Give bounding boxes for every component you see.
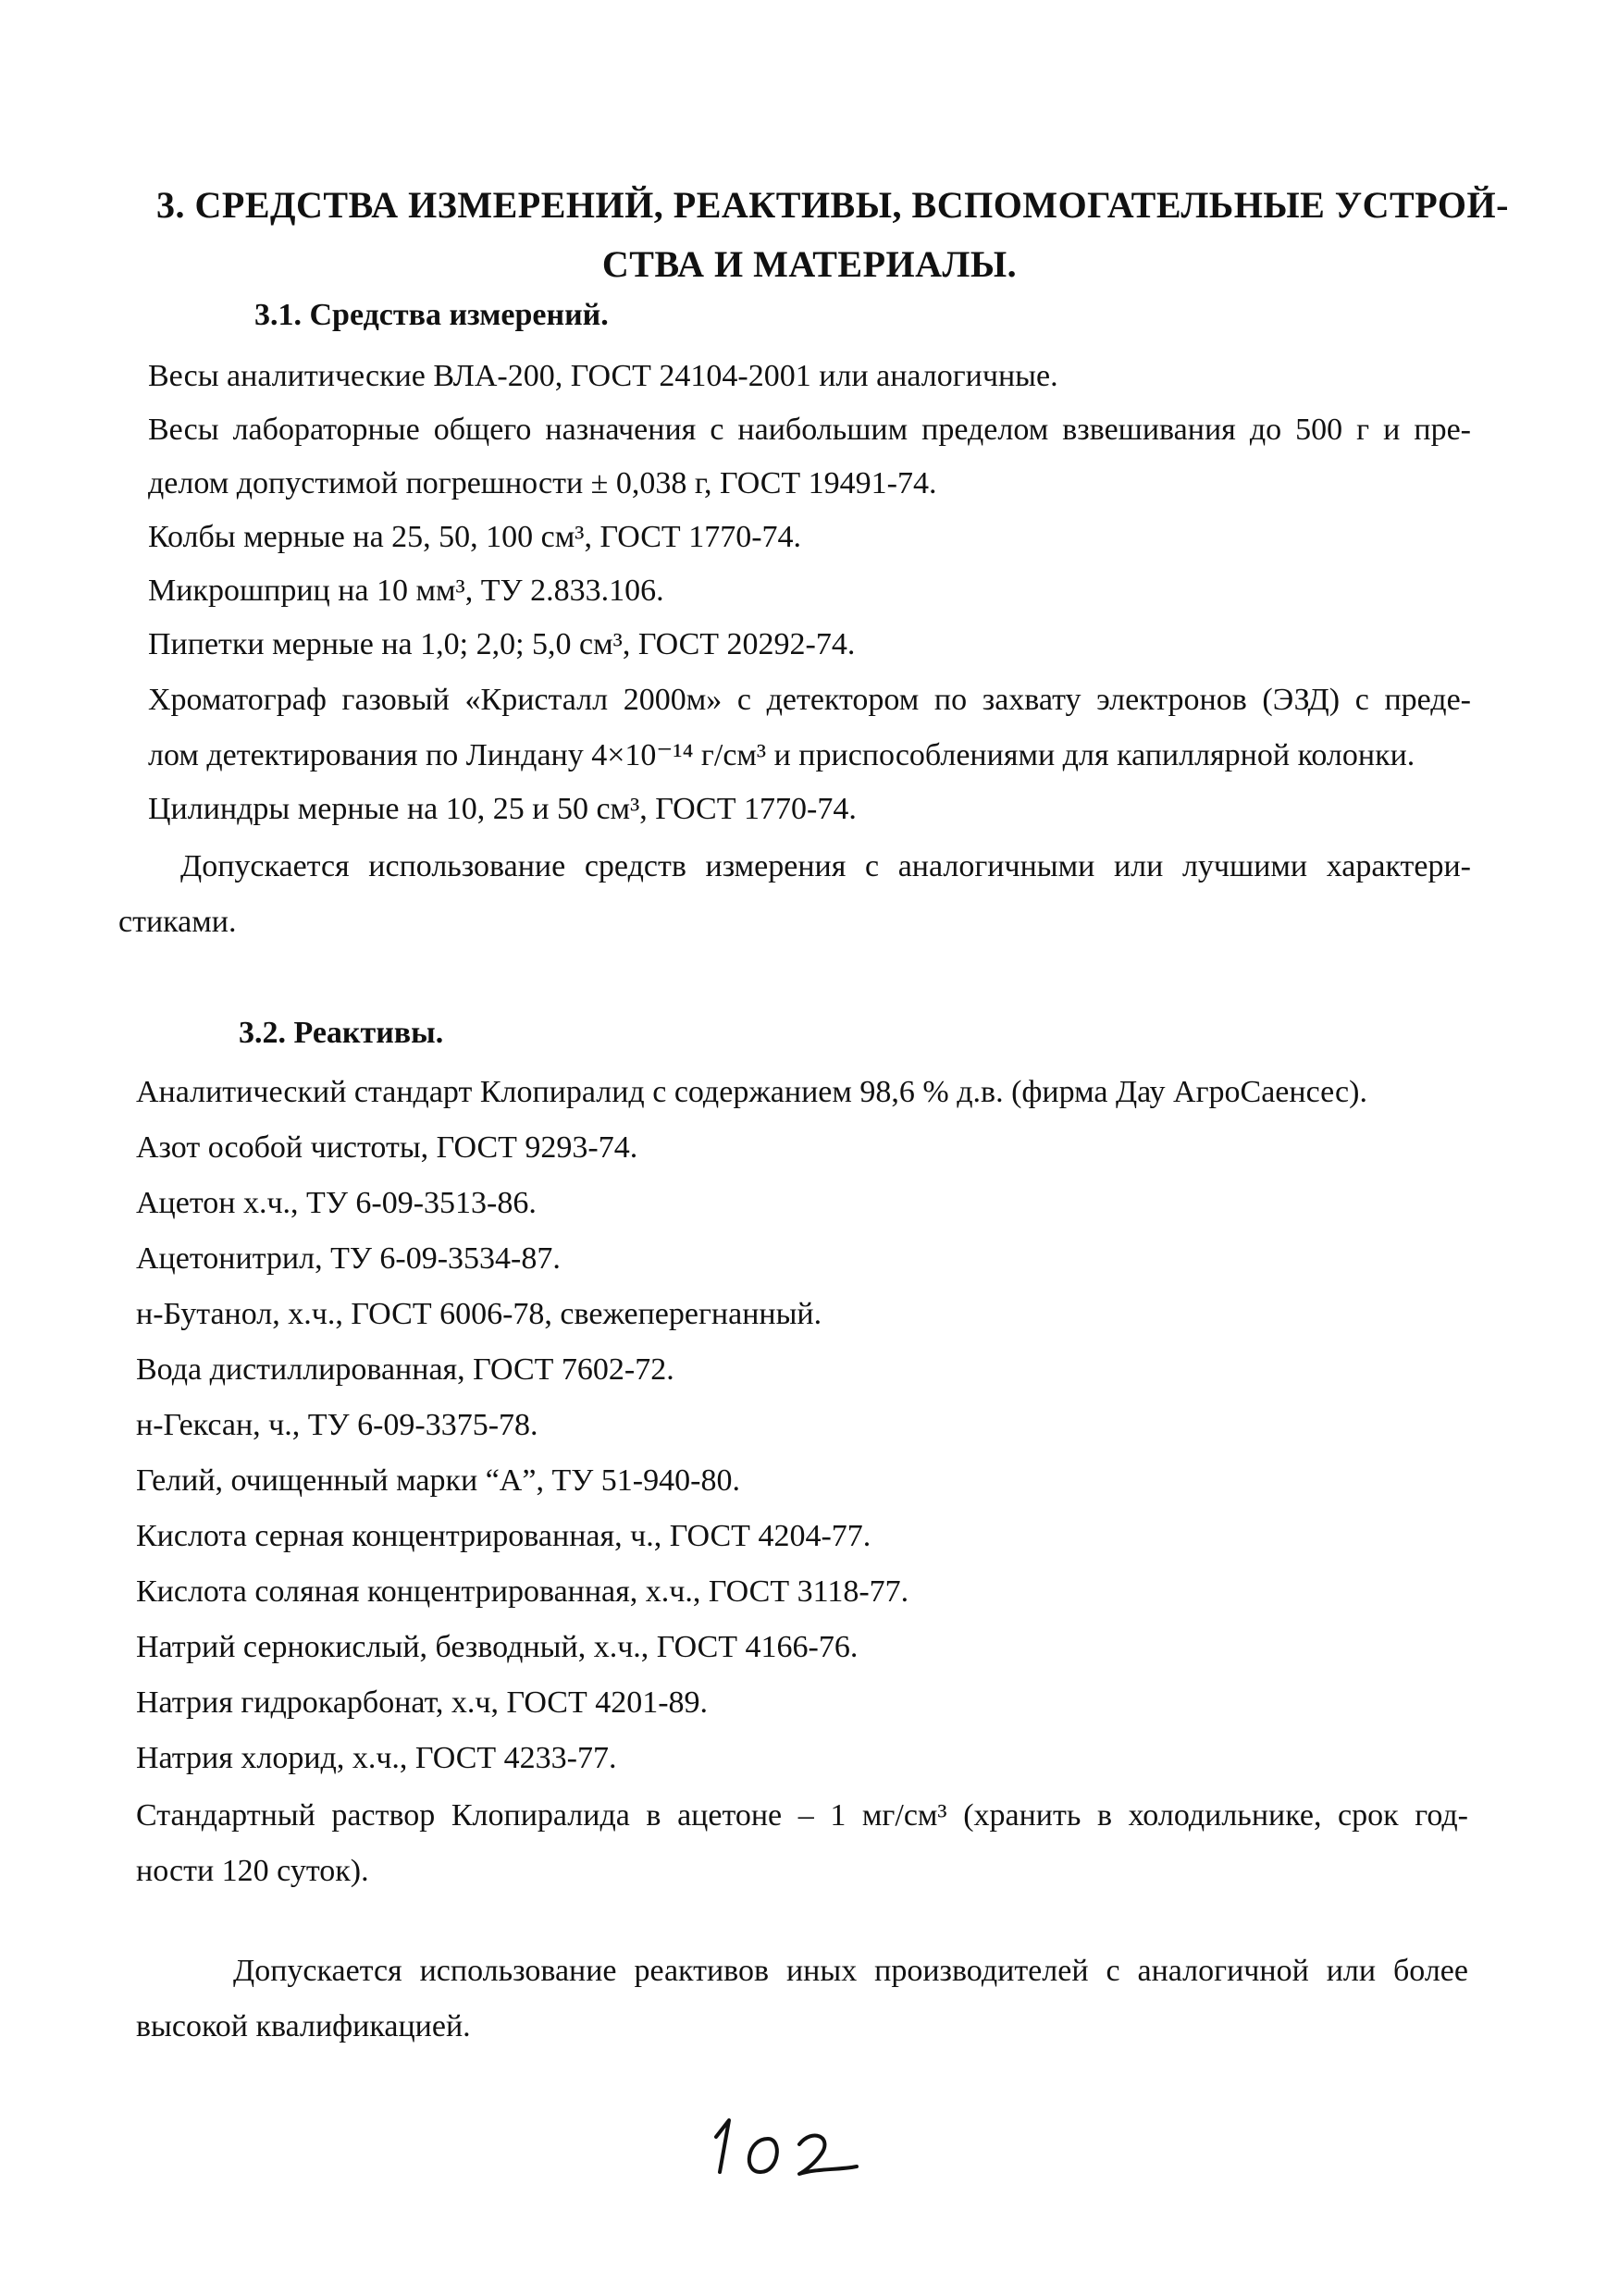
measuring-item: Весы лабораторные общего назначения с наибольшим пределом взвешивания до 500 г и пре- [148,413,1471,447]
measuring-item: делом допустимой погрешности ± 0,038 г, ГОСТ 19491-74. [148,466,937,500]
reagent-item: Кислота соляная концентрированная, х.ч., ГОСТ 3118-77. [136,1574,909,1609]
reagent-item: Гелий, очищенный марки “А”, ТУ 51-940-80. [136,1463,740,1498]
reagent-item: Натрий сернокислый, безводный, х.ч., ГОСТ 4166-76. [136,1630,859,1664]
reagent-item: Ацетон х.ч., ТУ 6-09-3513-86. [136,1186,537,1220]
reagent-item: Ацетонитрил, ТУ 6-09-3534-87. [136,1241,561,1276]
reagent-item: ности 120 суток). [136,1854,369,1888]
measuring-item: Колбы мерные на 25, 50, 100 см³, ГОСТ 1770-74. [148,520,802,554]
reagent-item: Вода дистиллированная, ГОСТ 7602-72. [136,1352,674,1387]
measuring-heading: 3.1. Средства измерений. [254,298,609,332]
reagent-item: н-Бутанол, х.ч., ГОСТ 6006-78, свежеперегнанный. [136,1297,822,1331]
measuring-item: Хроматограф газовый «Кристалл 2000м» с детектором по захвату электронов (ЭЗД) с преде- [148,683,1471,717]
reagents-heading: 3.2. Реактивы. [239,1016,444,1050]
measuring-item: Пипетки мерные на 1,0; 2,0; 5,0 см³, ГОСТ 20292-74. [148,627,856,661]
reagent-item: Кислота серная концентрированная, ч., ГОСТ 4204-77. [136,1519,871,1553]
page-number-handwritten [703,2100,888,2183]
section-title-line-1: 3. СРЕДСТВА ИЗМЕРЕНИЙ, РЕАКТИВЫ, ВСПОМОГАТЕЛЬНЫЕ УСТРОЙ- [156,184,1509,226]
section-title-line-2: СТВА И МАТЕРИАЛЫ. [601,243,1018,285]
measuring-item: Весы аналитические ВЛА-200, ГОСТ 24104-2001 или аналогичные. [148,359,1058,393]
reagent-item: Аналитический стандарт Клопиралид с содержанием 98,6 % д.в. (фирма Дау АгроСаенсес). [136,1075,1367,1109]
reagent-item: н-Гексан, ч., ТУ 6-09-3375-78. [136,1408,538,1442]
reagents-note: Допускается использование реактивов иных производителей с аналогичной или более [233,1954,1468,1988]
measuring-note: стиками. [118,905,237,939]
measuring-item: Микрошприц на 10 мм³, ТУ 2.833.106. [148,574,664,608]
reagent-item: Натрия хлорид, х.ч., ГОСТ 4233-77. [136,1741,617,1775]
reagents-note: высокой квалификацией. [136,2009,471,2043]
reagent-item: Стандартный раствор Клопиралида в ацетоне – 1 мг/см³ (хранить в холодильнике, срок год- [136,1798,1468,1833]
measuring-item: Цилиндры мерные на 10, 25 и 50 см³, ГОСТ 1770-74. [148,792,857,826]
reagent-item: Азот особой чистоты, ГОСТ 9293-74. [136,1130,638,1165]
measuring-note: Допускается использование средств измерения с аналогичными или лучшими характери- [180,849,1471,883]
reagent-item: Натрия гидрокарбонат, х.ч, ГОСТ 4201-89. [136,1685,709,1720]
measuring-item: лом детектирования по Линдану 4×10⁻¹⁴ г/см³ и приспособлениями для капиллярной колонки. [148,738,1415,772]
